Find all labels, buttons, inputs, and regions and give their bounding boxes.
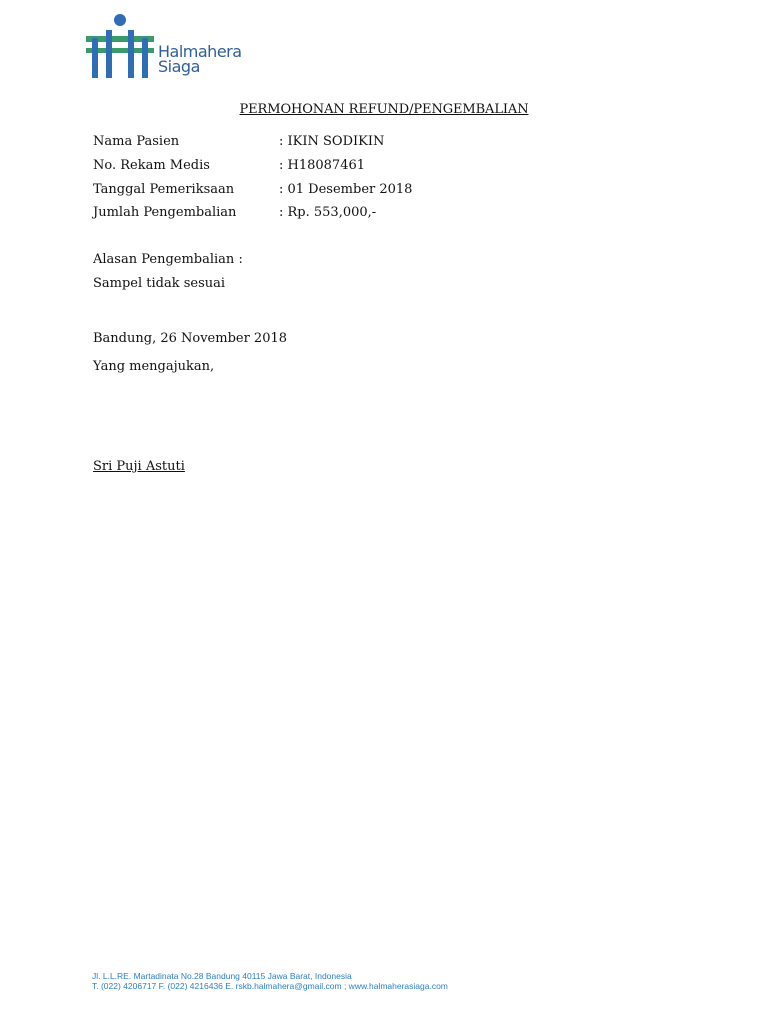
logo-word-siaga: Siaga [158, 57, 200, 76]
field-label: Tanggal Pemeriksaan [93, 182, 235, 197]
field-label: Jumlah Pengembalian [93, 205, 237, 220]
field-nama-pasien [93, 134, 385, 150]
place-date: Bandung, 26 November 2018 [93, 331, 288, 346]
field-tanggal-pemeriksaan [93, 182, 413, 198]
logo-mark-icon [82, 10, 158, 82]
footer-address: Jl. L.L.RE. Martadinata No.28 Bandung 40115 Jawa Barat, Indonesia [92, 971, 352, 981]
applicant-label: Yang mengajukan, [93, 359, 215, 374]
hospital-logo [82, 10, 258, 82]
field-jumlah-pengembalian [93, 205, 377, 221]
signer-name: Sri Puji Astuti [93, 459, 185, 474]
field-label: No. Rekam Medis [93, 158, 210, 173]
document-title: PERMOHONAN REFUND/PENGEMBALIAN [239, 102, 529, 117]
reason-text: Sampel tidak sesuai [93, 276, 226, 291]
field-rekam-medis [93, 158, 366, 174]
logo-word-halmahera: Halmahera [158, 42, 242, 61]
field-value: : Rp. 553,000,- [279, 205, 377, 220]
field-value: : IKIN SODIKIN [279, 134, 385, 149]
reason-label: Alasan Pengembalian : [93, 252, 243, 267]
field-label: Nama Pasien [93, 134, 180, 149]
footer-contact: T. (022) 4206717 F. (022) 4216436 E. rskb.halmahera@gmail.com ; www.halmaherasiaga.com [92, 981, 448, 991]
field-value: : H18087461 [279, 158, 366, 173]
field-value: : 01 Desember 2018 [279, 182, 413, 197]
